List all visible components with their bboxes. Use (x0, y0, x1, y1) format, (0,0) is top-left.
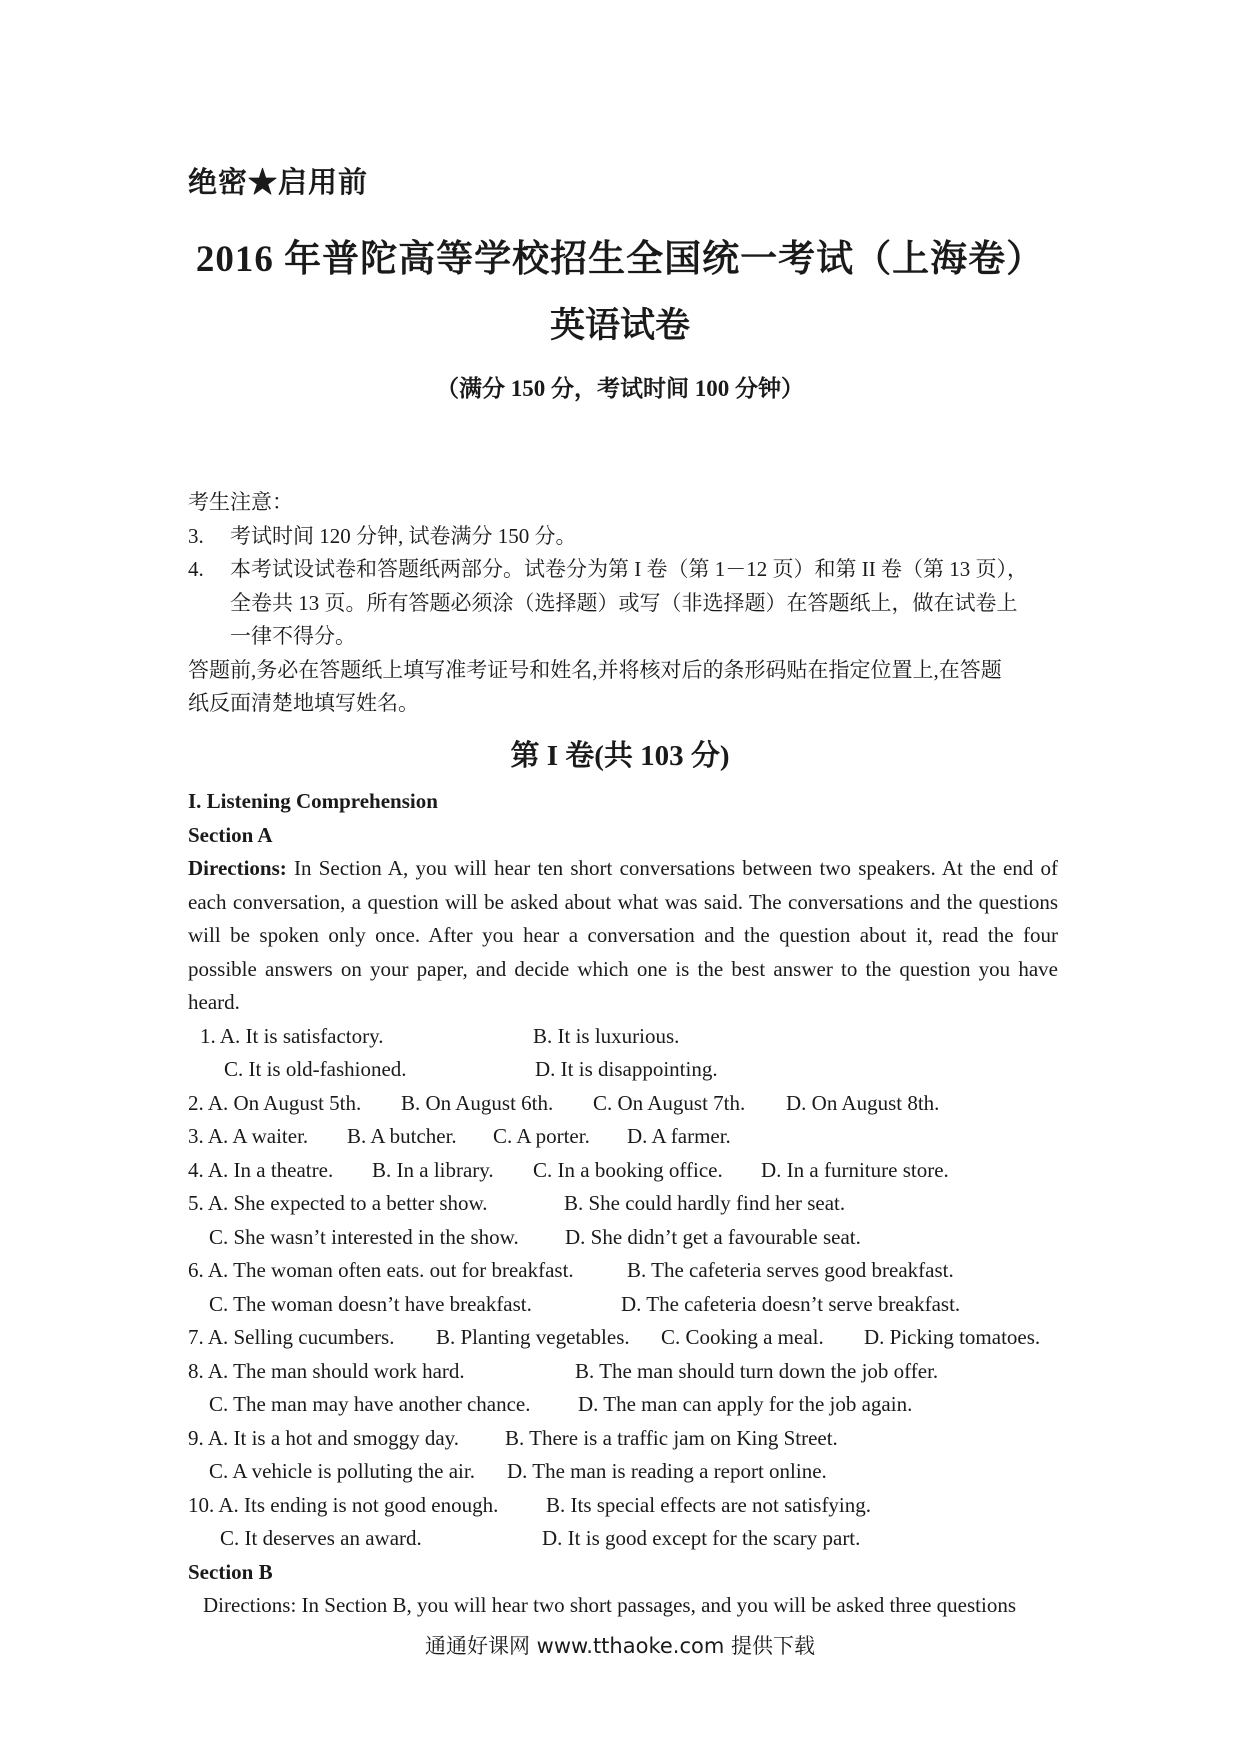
answer-option: C. The man may have another chance. (209, 1392, 531, 1416)
directions-label: Directions: (188, 856, 287, 880)
note-line: 考试时间 120 分钟, 试卷满分 150 分。 (230, 523, 577, 548)
answer-option: 2. A. On August 5th. (188, 1090, 362, 1115)
answer-option: B. In a library. (372, 1157, 494, 1182)
question-row (188, 1321, 1058, 1355)
notes-tail-line: 答题前,务必在答题纸上填写准考证号和姓名,并将核对后的条形码贴在指定位置上,在答题 (188, 657, 1002, 682)
answer-option: D. It is disappointing. (535, 1057, 718, 1081)
answer-option: D. A farmer. (627, 1124, 731, 1148)
answer-option: B. Its special effects are not satisfying. (546, 1492, 872, 1517)
answer-option: C. It is old-fashioned. (224, 1057, 407, 1081)
question-row (188, 1020, 1058, 1054)
question-row (188, 1455, 1058, 1489)
answer-option: D. Picking tomatoes. (864, 1325, 1041, 1349)
answer-option: 8. A. The man should work hard. (188, 1358, 465, 1383)
answer-option: 1. A. It is satisfactory. (200, 1023, 384, 1048)
answer-option: B. There is a traffic jam on King Street. (505, 1425, 838, 1450)
notes-heading: 考生注意： (188, 490, 293, 514)
answer-option: 4. A. In a theatre. (188, 1157, 334, 1182)
answer-option: C. In a booking office. (533, 1157, 723, 1182)
note-number: 4. (188, 557, 204, 581)
answer-option: C. A vehicle is polluting the air. (209, 1459, 475, 1483)
listening-section (188, 785, 1058, 1623)
answer-option: D. It is good except for the scary part. (542, 1526, 861, 1550)
answer-option: 9. A. It is a hot and smoggy day. (188, 1425, 460, 1450)
volume-title: 第 I 卷(共 103 分) (510, 740, 730, 772)
section-a-title: Section A (188, 822, 273, 847)
answer-option: D. In a furniture store. (761, 1157, 949, 1182)
question-row (188, 1154, 1058, 1188)
answer-option: B. She could hardly find her seat. (564, 1191, 846, 1215)
answer-option: B. The man should turn down the job offer. (575, 1358, 939, 1383)
answer-option: C. Cooking a meal. (661, 1325, 824, 1349)
answer-option: B. A butcher. (347, 1124, 457, 1148)
notes-tail-line: 纸反面清楚地填写姓名。 (188, 691, 419, 715)
exam-title: 2016 年普陀高等学校招生全国统一考试（上海卷） (195, 239, 1045, 280)
answer-option: B. On August 6th. (401, 1090, 554, 1115)
answer-option: B. Planting vegetables. (436, 1325, 630, 1349)
answer-option: B. It is luxurious. (533, 1023, 680, 1048)
note-item (188, 553, 1058, 587)
question-row (188, 1221, 1058, 1255)
answer-option: 5. A. She expected to a better show. (188, 1191, 488, 1215)
answer-option: C. The woman doesn’t have breakfast. (209, 1291, 532, 1316)
answer-option: D. On August 8th. (786, 1090, 940, 1115)
section-a-directions (188, 852, 1058, 1020)
exam-subtitle: 英语试卷 (549, 306, 690, 345)
answer-option: 6. A. The woman often eats. out for breakfast. (188, 1258, 574, 1282)
section-b-directions: Directions: In Section B, you will hear two short passages, and you will be asked three questions (203, 1593, 1017, 1617)
note-line: 本考试设试卷和答题纸两部分。试卷分为第 I 卷（第 1－12 页）和第 II 卷（第 13 页）， (230, 557, 1028, 581)
question-row (188, 1422, 1058, 1456)
question-row (188, 1388, 1058, 1422)
answer-option: C. A porter. (493, 1124, 590, 1148)
question-row (188, 1254, 1058, 1288)
candidate-notes (188, 486, 1058, 721)
secret-mark: 绝密★启用前 (188, 167, 369, 199)
note-line: 全卷共 13 页。所有答题必须涂（选择题）或写（非选择题）在答题纸上，做在试卷上 (230, 590, 1018, 615)
answer-option: B. The cafeteria serves good breakfast. (627, 1258, 954, 1282)
question-row (188, 1522, 1058, 1556)
answer-option: D. She didn’t get a favourable seat. (565, 1224, 861, 1249)
answer-option: 10. A. Its ending is not good enough. (188, 1492, 499, 1517)
answer-option: D. The man can apply for the job again. (578, 1392, 913, 1416)
note-line: 一律不得分。 (230, 624, 356, 648)
note-item (188, 520, 1058, 554)
question-row (188, 1187, 1058, 1221)
answer-option: D. The man is reading a report online. (507, 1459, 827, 1483)
question-row (188, 1489, 1058, 1523)
score-time: （满分 150 分，考试时间 100 分钟） (436, 376, 804, 401)
answer-option: C. She wasn’t interested in the show. (209, 1224, 519, 1249)
answer-option: C. It deserves an award. (220, 1526, 422, 1550)
page-footer: 通通好课网 www.tthaoke.com 提供下载 (425, 1634, 815, 1658)
directions-text: In Section A, you will hear ten short conversations between two speakers. At the end of each conversation, a question will be asked about what was said. The conversations and the questions will be spoken only once. After you hear a conversation and the question about it, read the four possible answers on your paper, and decide which one is the best answer to the question you have heard. (188, 856, 1058, 1014)
answer-option: C. On August 7th. (593, 1090, 746, 1115)
section-b-title: Section B (188, 1559, 273, 1584)
question-row (188, 1355, 1058, 1389)
note-number: 3. (188, 523, 204, 548)
question-row (188, 1053, 1058, 1087)
question-row (188, 1087, 1058, 1121)
question-row (188, 1120, 1058, 1154)
answer-option: D. The cafeteria doesn’t serve breakfast. (621, 1291, 961, 1316)
question-row (188, 1288, 1058, 1322)
answer-option: 3. A. A waiter. (188, 1124, 309, 1148)
answer-option: 7. A. Selling cucumbers. (188, 1325, 395, 1349)
part-title: I. Listening Comprehension (188, 789, 438, 813)
